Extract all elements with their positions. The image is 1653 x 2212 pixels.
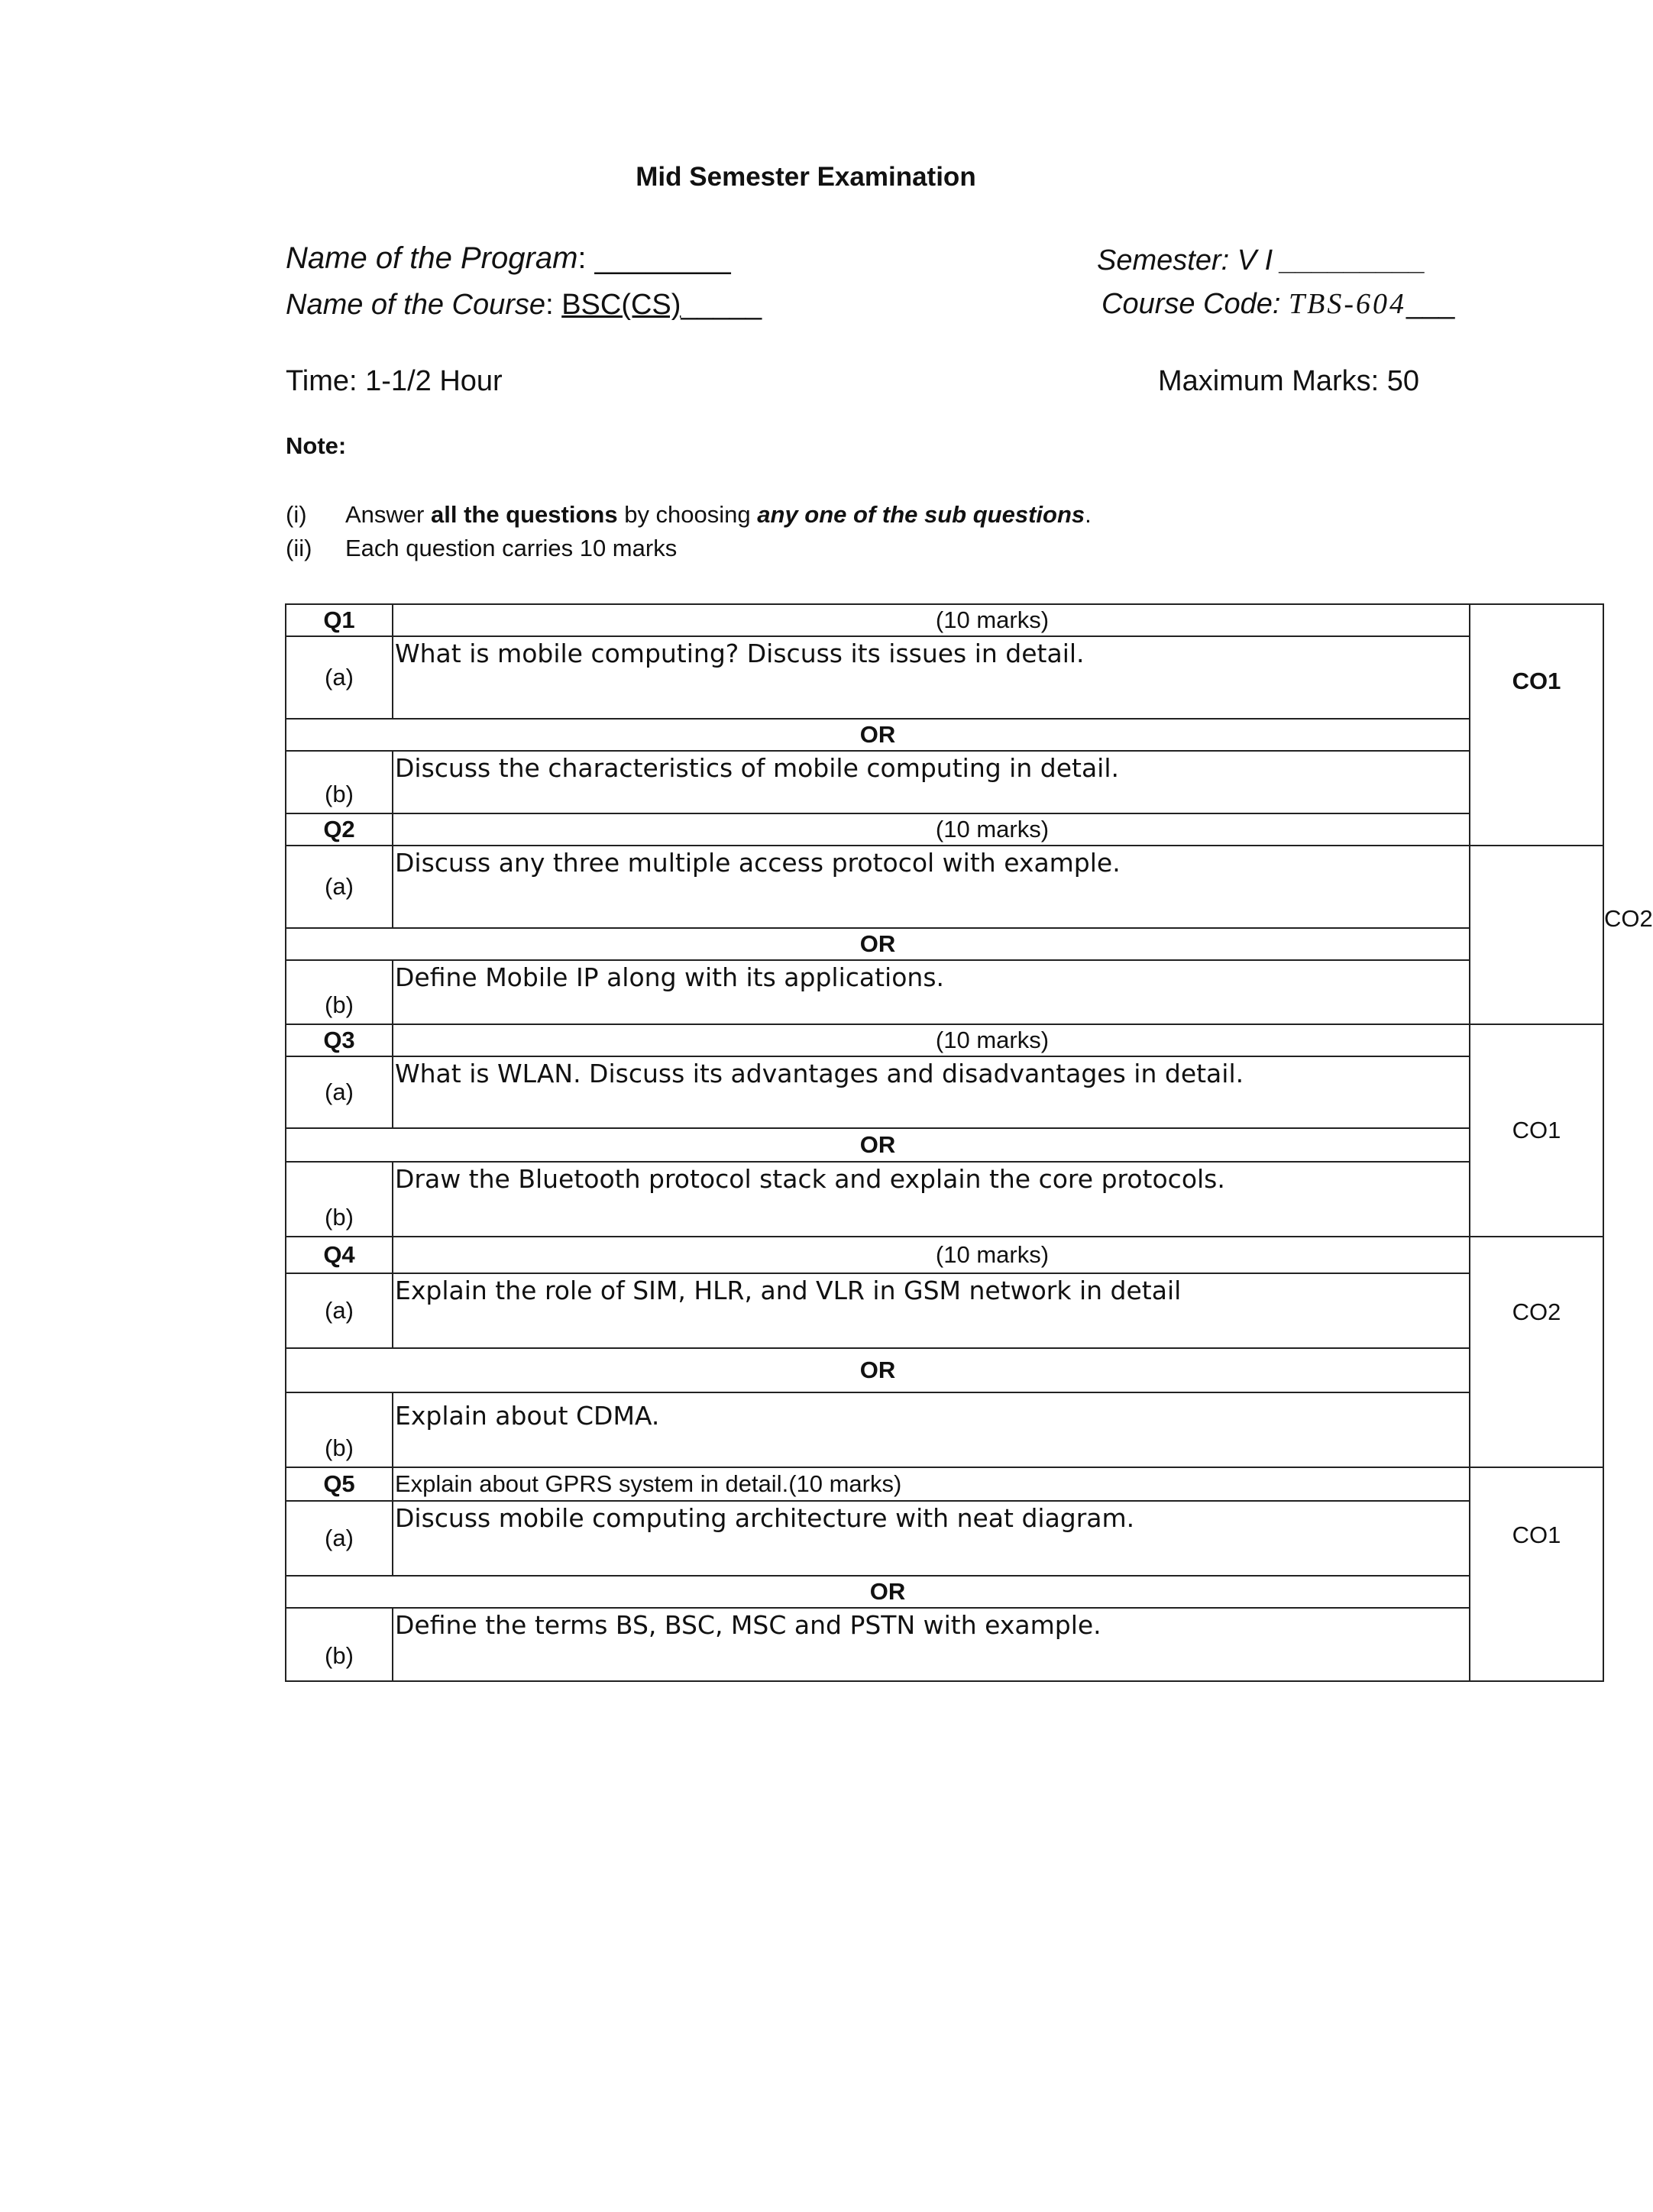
instruction-1-part-e: . bbox=[1085, 501, 1092, 528]
table-row bbox=[286, 1128, 1603, 1162]
option-b-label: (b) bbox=[286, 1608, 393, 1681]
course-outcome: CO1 bbox=[1470, 1467, 1603, 1681]
table-row bbox=[286, 1501, 1603, 1576]
option-a-label: (a) bbox=[286, 1056, 393, 1128]
exam-title: Mid Semester Examination bbox=[636, 162, 976, 192]
instruction-1-part-d: any one of the sub questions bbox=[757, 501, 1085, 528]
note-heading: Note: bbox=[286, 432, 347, 459]
instruction-1-part-c: by choosing bbox=[617, 501, 758, 528]
table-row bbox=[286, 1608, 1603, 1681]
table-row bbox=[286, 1467, 1603, 1501]
course-blank: _____ bbox=[681, 289, 762, 321]
time-allowed: Time: 1-1/2 Hour bbox=[286, 365, 503, 397]
table-row bbox=[286, 636, 1603, 719]
table-row bbox=[286, 751, 1603, 813]
instruction-2: Each question carries 10 marks bbox=[345, 535, 678, 561]
question-label: Q5 bbox=[286, 1467, 393, 1501]
course-outcome: CO1 bbox=[1470, 604, 1603, 846]
option-b-label: (b) bbox=[286, 960, 393, 1024]
question-marks: (10 marks) bbox=[393, 1237, 1470, 1273]
question-label: Q1 bbox=[286, 604, 393, 636]
option-a-text: Discuss any three multiple access protocol with example. bbox=[393, 846, 1470, 928]
course-value: BSC(CS) bbox=[561, 289, 681, 321]
program-label: Name of the Program bbox=[286, 241, 578, 275]
table-row bbox=[286, 1576, 1603, 1608]
table-row bbox=[286, 1273, 1603, 1348]
option-a-label: (a) bbox=[286, 1273, 393, 1348]
program-value: : ________ bbox=[577, 241, 731, 275]
course-line: Name of the Course: BSC(CS)_____ bbox=[286, 289, 762, 321]
instruction-2-number: (ii) bbox=[286, 535, 312, 561]
table-row bbox=[286, 1392, 1603, 1467]
course-code-blank: ___ bbox=[1406, 288, 1455, 320]
table-row bbox=[286, 846, 1603, 928]
option-b-label: (b) bbox=[286, 1392, 393, 1467]
table-row bbox=[286, 1237, 1603, 1273]
question-marks: Explain about GPRS system in detail.(10 marks) bbox=[393, 1467, 1470, 1501]
option-a-label: (a) bbox=[286, 636, 393, 719]
course-code-label: Course Code: bbox=[1101, 288, 1281, 320]
table-row bbox=[286, 1056, 1603, 1128]
or-divider: OR bbox=[286, 1576, 1470, 1608]
option-b-text: Discuss the characteristics of mobile computing in detail. bbox=[393, 751, 1470, 813]
semester-line bbox=[1097, 244, 1426, 277]
table-row: Q2 (10 marks) CO2 bbox=[286, 813, 1603, 846]
option-b-text: Draw the Bluetooth protocol stack and explain the core protocols. bbox=[393, 1162, 1470, 1237]
question-label: Q4 bbox=[286, 1237, 393, 1273]
option-a-text: Explain the role of SIM, HLR, and VLR in GSM network in detail bbox=[393, 1273, 1470, 1348]
course-code-value: TBS-604 bbox=[1289, 288, 1407, 320]
option-b-text: Explain about CDMA. bbox=[393, 1392, 1470, 1467]
question-label: Q2 bbox=[286, 813, 393, 846]
option-a-label: (a) bbox=[286, 1501, 393, 1576]
or-divider: OR bbox=[286, 928, 1470, 960]
table-row bbox=[286, 928, 1603, 960]
or-divider: OR bbox=[286, 1128, 1470, 1162]
option-b-text: Define the terms BS, BSC, MSC and PSTN with example. bbox=[393, 1608, 1470, 1681]
semester-value: V I _________ bbox=[1237, 244, 1426, 276]
table-row bbox=[286, 1162, 1603, 1237]
option-a-text: Discuss mobile computing architecture with neat diagram. bbox=[393, 1501, 1470, 1576]
table-row bbox=[286, 1348, 1603, 1392]
option-b-label: (b) bbox=[286, 751, 393, 813]
question-marks: (10 marks) bbox=[393, 1024, 1470, 1056]
semester-label: Semester: bbox=[1097, 244, 1230, 276]
question-marks: (10 marks) bbox=[393, 604, 1470, 636]
table-row bbox=[286, 960, 1603, 1024]
table-row bbox=[286, 1024, 1603, 1056]
option-b-text: Define Mobile IP along with its applications. bbox=[393, 960, 1470, 1024]
option-b-label: (b) bbox=[286, 1162, 393, 1237]
questions-table bbox=[285, 603, 1653, 1682]
instruction-1-number: (i) bbox=[286, 501, 307, 528]
program-line bbox=[286, 241, 731, 276]
course-outcome: CO2 bbox=[1470, 1237, 1603, 1467]
course-label: Name of the Course bbox=[286, 289, 546, 321]
course-outcome: CO1 bbox=[1470, 1024, 1603, 1237]
instruction-1-part-b: all the questions bbox=[430, 501, 618, 528]
or-divider: OR bbox=[286, 1348, 1470, 1392]
table-row bbox=[286, 719, 1603, 751]
or-divider: OR bbox=[286, 719, 1470, 751]
option-a-text: What is mobile computing? Discuss its issues in detail. bbox=[393, 636, 1470, 719]
option-a-label: (a) bbox=[286, 846, 393, 928]
question-label: Q3 bbox=[286, 1024, 393, 1056]
question-marks: (10 marks) bbox=[393, 813, 1470, 846]
maximum-marks: Maximum Marks: 50 bbox=[1158, 365, 1420, 397]
option-a-text: What is WLAN. Discuss its advantages and disadvantages in detail. bbox=[393, 1056, 1470, 1128]
instruction-1 bbox=[345, 501, 1092, 529]
table-row bbox=[286, 604, 1603, 636]
course-code-line bbox=[1101, 287, 1454, 321]
instruction-1-part-a: Answer bbox=[345, 501, 431, 528]
